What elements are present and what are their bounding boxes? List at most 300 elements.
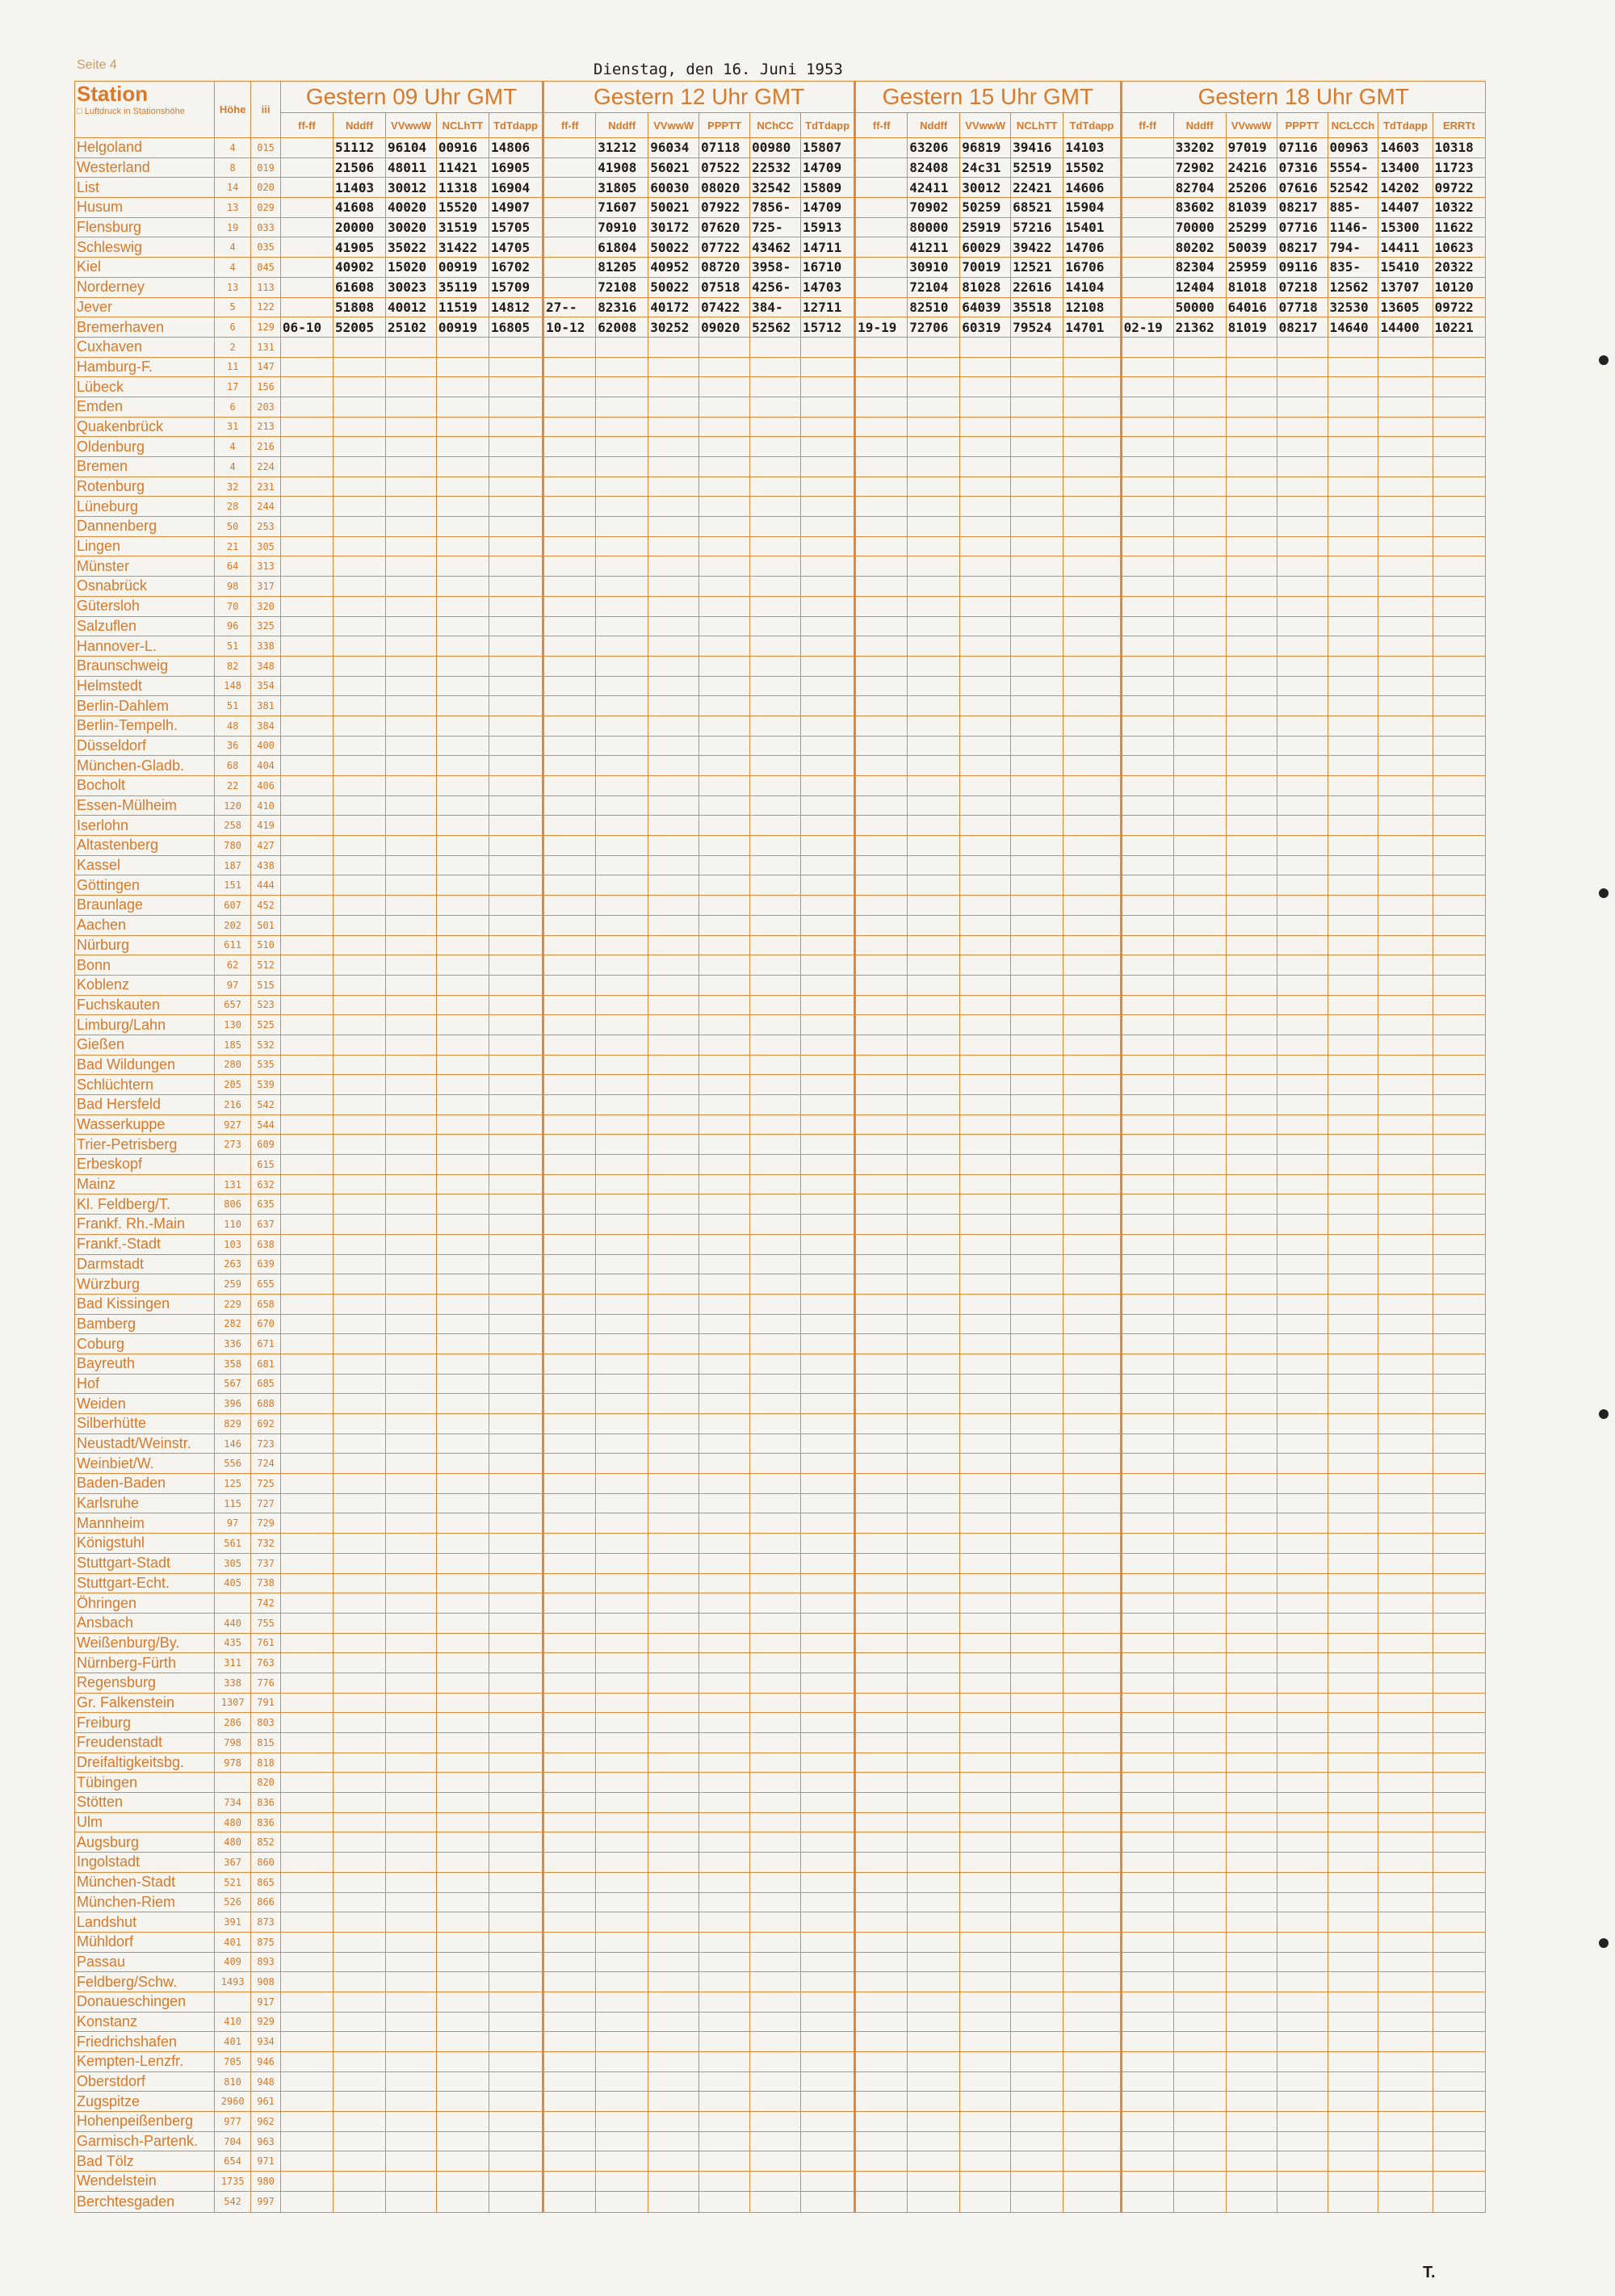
observation-code (1121, 138, 1173, 158)
observation-code (489, 377, 543, 397)
observation-code (385, 596, 436, 616)
observation-code (648, 1872, 699, 1892)
observation-code (801, 1114, 855, 1135)
observation-code (699, 1075, 750, 1095)
observation-code: 835- (1328, 258, 1378, 278)
observation-code (333, 1992, 385, 2012)
observation-code (855, 2131, 908, 2151)
observation-code (1328, 1234, 1378, 1254)
observation-code: 81019 (1226, 317, 1277, 338)
observation-code (855, 1633, 908, 1653)
observation-code (280, 1892, 333, 1912)
observation-code (596, 1733, 648, 1753)
observation-code (1378, 1394, 1433, 1414)
station-name: Bonn (75, 955, 215, 976)
observation-code (596, 935, 648, 955)
station-row (75, 1832, 1486, 1853)
observation-code (1011, 457, 1063, 477)
observation-code (1328, 1114, 1378, 1135)
observation-code (1011, 1075, 1063, 1095)
observation-code (801, 1693, 855, 1713)
observation-code (908, 1793, 960, 1813)
observation-code: 16805 (489, 317, 543, 338)
station-number: 725 (251, 1474, 281, 1494)
station-name: Frankf. Rh.-Main (75, 1215, 215, 1235)
observation-code (543, 1114, 596, 1135)
observation-code (333, 1334, 385, 1354)
observation-code (855, 277, 908, 297)
observation-code (596, 756, 648, 776)
observation-code (1378, 417, 1433, 437)
observation-code (1173, 1773, 1226, 1793)
station-row (75, 1972, 1486, 1992)
observation-code (280, 1433, 333, 1454)
station-name: Öhringen (75, 1593, 215, 1614)
observation-code: 10120 (1433, 277, 1485, 297)
station-number: 724 (251, 1454, 281, 1474)
observation-code (385, 457, 436, 477)
observation-code (750, 2112, 801, 2132)
station-name: Dannenberg (75, 517, 215, 537)
observation-code (1063, 1832, 1121, 1853)
station-number: 325 (251, 616, 281, 636)
observation-code (750, 816, 801, 836)
observation-code (1011, 417, 1063, 437)
observation-code (1328, 2012, 1378, 2032)
observation-code (699, 875, 750, 896)
observation-code (596, 476, 648, 497)
observation-code: 43462 (750, 237, 801, 258)
observation-code (543, 935, 596, 955)
observation-code (543, 776, 596, 796)
observation-code (543, 536, 596, 556)
station-number: 635 (251, 1194, 281, 1215)
observation-code (436, 2092, 489, 2112)
station-height: 96 (215, 616, 251, 636)
observation-code (1378, 1454, 1433, 1474)
observation-code (699, 337, 750, 357)
observation-code (648, 1892, 699, 1912)
observation-code (489, 497, 543, 517)
observation-code (1121, 776, 1173, 796)
observation-code (1433, 1294, 1485, 1314)
station-name: Regensburg (75, 1673, 215, 1693)
observation-code (436, 1194, 489, 1215)
observation-code (280, 577, 333, 597)
observation-code (1063, 1294, 1121, 1314)
station-name: München-Riem (75, 1892, 215, 1912)
station-row (75, 258, 1486, 278)
observation-code (908, 1075, 960, 1095)
observation-code (699, 816, 750, 836)
observation-code (596, 1314, 648, 1334)
observation-code (699, 1334, 750, 1354)
observation-code (385, 1932, 436, 1952)
observation-code (1226, 1633, 1277, 1653)
observation-code (699, 1633, 750, 1653)
observation-code (699, 2112, 750, 2132)
observation-code (960, 1892, 1011, 1912)
observation-code (436, 1433, 489, 1454)
station-height: 120 (215, 795, 251, 816)
station-row (75, 237, 1486, 258)
station-row (75, 1374, 1486, 1394)
observation-code (1433, 1613, 1485, 1633)
observation-code (1277, 1633, 1328, 1653)
observation-code (596, 2151, 648, 2172)
observation-code: 30012 (960, 178, 1011, 198)
observation-code (908, 875, 960, 896)
observation-code (855, 2191, 908, 2212)
observation-code (908, 1234, 960, 1254)
observation-code (801, 1155, 855, 1175)
station-number: 231 (251, 476, 281, 497)
observation-code (648, 1752, 699, 1773)
observation-code (960, 517, 1011, 537)
observation-code (1378, 2112, 1433, 2132)
observation-code (908, 1374, 960, 1394)
observation-code (1277, 736, 1328, 756)
station-row (75, 2052, 1486, 2072)
observation-code (1433, 357, 1485, 377)
observation-code (1121, 397, 1173, 417)
observation-code (1378, 1035, 1433, 1055)
observation-code (699, 776, 750, 796)
station-row (75, 1593, 1486, 1614)
observation-code (280, 497, 333, 517)
observation-code (648, 1174, 699, 1194)
observation-code: 82510 (908, 297, 960, 317)
observation-code (543, 1155, 596, 1175)
observation-code (280, 1234, 333, 1254)
observation-code (908, 2052, 960, 2072)
observation-code (596, 795, 648, 816)
station-number: 515 (251, 975, 281, 995)
observation-code (280, 2032, 333, 2052)
observation-code (1277, 1354, 1328, 1374)
station-header (75, 82, 215, 138)
observation-code (596, 955, 648, 976)
observation-code (280, 1075, 333, 1095)
observation-code (699, 1513, 750, 1534)
observation-code (596, 1992, 648, 2012)
observation-code (280, 1454, 333, 1474)
observation-code: 42411 (908, 178, 960, 198)
observation-code (1226, 2131, 1277, 2151)
observation-code (750, 1414, 801, 1434)
observation-code (1011, 1713, 1063, 1733)
observation-code (1378, 2151, 1433, 2172)
observation-code (1378, 596, 1433, 616)
observation-code (1328, 1693, 1378, 1713)
observation-code (855, 1673, 908, 1693)
observation-code (385, 437, 436, 457)
observation-code (436, 875, 489, 896)
station-name: München-Gladb. (75, 756, 215, 776)
observation-code (1277, 1812, 1328, 1832)
observation-code (1328, 676, 1378, 696)
observation-code (1121, 915, 1173, 935)
observation-code (1173, 1015, 1226, 1035)
observation-code (280, 1095, 333, 1115)
observation-code (280, 1194, 333, 1215)
observation-code (543, 1334, 596, 1354)
observation-code (855, 1972, 908, 1992)
observation-code: 14701 (1063, 317, 1121, 338)
observation-code (489, 855, 543, 875)
station-name: Kl. Feldberg/T. (75, 1194, 215, 1215)
observation-code (1121, 1114, 1173, 1135)
observation-code (596, 1872, 648, 1892)
observation-code (1121, 1793, 1173, 1813)
station-name: Hof (75, 1374, 215, 1394)
station-number: 776 (251, 1673, 281, 1693)
observation-code (960, 696, 1011, 716)
observation-code (1011, 577, 1063, 597)
observation-code (385, 2032, 436, 2052)
station-name: Bamberg (75, 1314, 215, 1334)
observation-code (960, 2071, 1011, 2092)
observation-code (596, 875, 648, 896)
observation-code: 31805 (596, 178, 648, 198)
observation-code (908, 1693, 960, 1713)
observation-code (385, 1713, 436, 1733)
observation-code (596, 1294, 648, 1314)
column-subheader: Nddff (333, 113, 385, 138)
observation-code (543, 178, 596, 198)
observation-code (1378, 836, 1433, 856)
observation-code (1226, 915, 1277, 935)
observation-code (543, 1653, 596, 1673)
observation-code (801, 1832, 855, 1853)
observation-code (960, 1853, 1011, 1873)
observation-code (280, 1474, 333, 1494)
observation-code (436, 536, 489, 556)
observation-code (1433, 556, 1485, 577)
observation-code (543, 1673, 596, 1693)
observation-code (750, 756, 801, 776)
observation-code (960, 1872, 1011, 1892)
observation-code (801, 816, 855, 836)
station-name: Königstuhl (75, 1534, 215, 1554)
station-number: 410 (251, 795, 281, 816)
observation-code (489, 1334, 543, 1354)
observation-code (1173, 1474, 1226, 1494)
observation-code (1226, 2191, 1277, 2212)
observation-code (1378, 1853, 1433, 1873)
station-number: 020 (251, 178, 281, 198)
observation-code (596, 1454, 648, 1474)
observation-code (280, 2071, 333, 2092)
observation-code (750, 1474, 801, 1494)
observation-code (1433, 1433, 1485, 1454)
observation-code (1277, 1474, 1328, 1494)
observation-code (1433, 1812, 1485, 1832)
observation-code (960, 1573, 1011, 1593)
observation-code (385, 1633, 436, 1653)
observation-code (750, 397, 801, 417)
observation-code (801, 1513, 855, 1534)
station-number: 866 (251, 1892, 281, 1912)
observation-code (648, 517, 699, 537)
station-name: Augsburg (75, 1832, 215, 1853)
observation-code (648, 1593, 699, 1614)
observation-code (1277, 1952, 1328, 1972)
observation-code (960, 1234, 1011, 1254)
observation-code (385, 1095, 436, 1115)
observation-code (648, 337, 699, 357)
observation-code (596, 1593, 648, 1614)
observation-code (908, 1114, 960, 1135)
station-name: Emden (75, 397, 215, 417)
observation-code (1173, 1534, 1226, 1554)
observation-code (596, 377, 648, 397)
station-number: 535 (251, 1055, 281, 1075)
observation-code (1226, 1035, 1277, 1055)
observation-code (489, 1773, 543, 1793)
observation-code (908, 1314, 960, 1334)
observation-code (1328, 1334, 1378, 1354)
observation-code (543, 1593, 596, 1614)
observation-code (1328, 855, 1378, 875)
observation-code (280, 2172, 333, 2192)
observation-code (489, 915, 543, 935)
observation-code: 07522 (699, 157, 750, 178)
observation-code (1277, 1613, 1328, 1633)
observation-code (960, 1773, 1011, 1793)
observation-code (1328, 437, 1378, 457)
observation-code (596, 1114, 648, 1135)
observation-code (1378, 1414, 1433, 1434)
observation-code (436, 1374, 489, 1394)
observation-code: 14407 (1378, 198, 1433, 218)
observation-code (1433, 1394, 1485, 1414)
observation-code (908, 1713, 960, 1733)
station-row (75, 1872, 1486, 1892)
station-name: Wendelstein (75, 2172, 215, 2192)
observation-code (1328, 656, 1378, 676)
station-name: Bocholt (75, 776, 215, 796)
observation-code (648, 696, 699, 716)
observation-code (801, 696, 855, 716)
observation-code (280, 855, 333, 875)
observation-code (699, 1474, 750, 1494)
observation-code (333, 1613, 385, 1633)
observation-code (436, 1135, 489, 1155)
observation-code (280, 1932, 333, 1952)
observation-code (1277, 1035, 1328, 1055)
station-name: Würzburg (75, 1274, 215, 1295)
observation-code (908, 656, 960, 676)
observation-code (1328, 1015, 1378, 1035)
observation-code (543, 1733, 596, 1753)
observation-code (1121, 277, 1173, 297)
observation-code (960, 1334, 1011, 1354)
observation-code (1226, 1912, 1277, 1933)
observation-code (385, 1553, 436, 1573)
station-row (75, 975, 1486, 995)
observation-code (1277, 596, 1328, 616)
observation-code (385, 696, 436, 716)
observation-code (855, 836, 908, 856)
station-height: 567 (215, 1374, 251, 1394)
observation-code (908, 935, 960, 955)
observation-code (385, 1155, 436, 1175)
observation-code (1433, 1374, 1485, 1394)
observation-code (908, 1812, 960, 1832)
observation-code (1011, 1314, 1063, 1334)
observation-code (801, 776, 855, 796)
observation-code (648, 1354, 699, 1374)
observation-code (543, 1433, 596, 1454)
observation-code (855, 258, 908, 278)
observation-code: 14812 (489, 297, 543, 317)
station-row (75, 437, 1486, 457)
observation-code: 14907 (489, 198, 543, 218)
observation-code: 14703 (801, 277, 855, 297)
observation-code (750, 476, 801, 497)
observation-code: 30023 (385, 277, 436, 297)
observation-code (801, 1812, 855, 1832)
observation-code (543, 1972, 596, 1992)
observation-code (489, 457, 543, 477)
observation-code: 70000 (1173, 217, 1226, 237)
observation-code: 00963 (1328, 138, 1378, 158)
observation-code (1433, 1035, 1485, 1055)
observation-code (801, 337, 855, 357)
observation-code (1277, 1274, 1328, 1295)
observation-code (280, 1713, 333, 1733)
observation-code (960, 1055, 1011, 1075)
observation-code: 35119 (436, 277, 489, 297)
observation-code (1063, 1035, 1121, 1055)
station-name: Stötten (75, 1793, 215, 1813)
observation-code (385, 896, 436, 916)
observation-code (489, 536, 543, 556)
observation-code (908, 855, 960, 875)
observation-code (1226, 1414, 1277, 1434)
observation-code (596, 497, 648, 517)
page-mark: T. (1423, 2264, 1436, 2281)
observation-code (1378, 377, 1433, 397)
observation-code (1378, 476, 1433, 497)
observation-code (1378, 896, 1433, 916)
observation-code (750, 1633, 801, 1653)
observation-code (543, 1553, 596, 1573)
observation-code (1277, 337, 1328, 357)
observation-code (1433, 816, 1485, 836)
station-height: 311 (215, 1653, 251, 1673)
station-row (75, 517, 1486, 537)
observation-code (543, 975, 596, 995)
observation-code (1277, 1693, 1328, 1713)
observation-code (1226, 2052, 1277, 2072)
observation-code (855, 138, 908, 158)
observation-code (1226, 417, 1277, 437)
observation-code (801, 1174, 855, 1194)
observation-code (908, 1892, 960, 1912)
observation-code (750, 1832, 801, 1853)
station-number: 946 (251, 2052, 281, 2072)
observation-code (596, 437, 648, 457)
observation-code (960, 417, 1011, 437)
observation-code: 20322 (1433, 258, 1485, 278)
observation-code (596, 1932, 648, 1952)
observation-code (1226, 1932, 1277, 1952)
observation-code (750, 377, 801, 397)
observation-code (385, 795, 436, 816)
station-row (75, 317, 1486, 338)
